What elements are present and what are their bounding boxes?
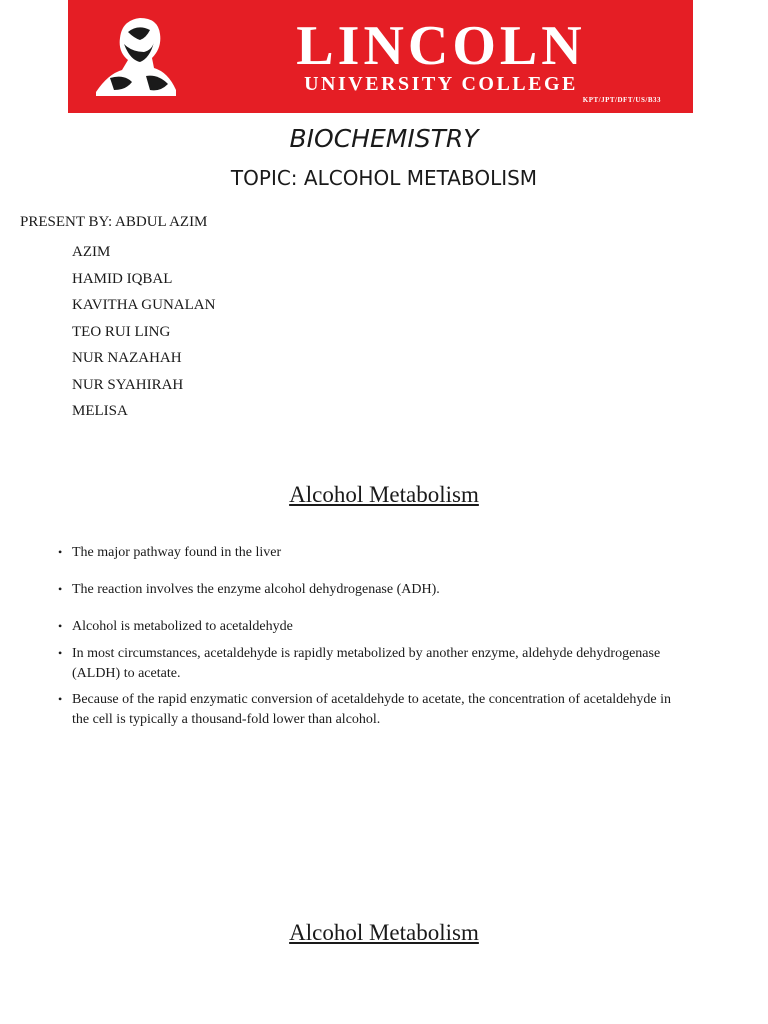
presenter-label: PRESENT BY: ABDUL AZIM [20, 214, 208, 230]
document-title: BIOCHEMISTRY [289, 124, 479, 153]
university-logo-banner [68, 0, 693, 113]
logo-registration-code: KPT/JPT/DFT/US/B33 [582, 96, 661, 104]
presenter-name: NUR NAZAHAH [72, 350, 182, 366]
document-topic: TOPIC: ALCOHOL METABOLISM [230, 166, 538, 190]
bullet-text: The major pathway found in the liver [72, 545, 282, 560]
presenter-name: KAVITHA GUNALAN [72, 297, 216, 313]
bullet-text: The reaction involves the enzyme alcohol dehydrogenase (ADH). [72, 582, 440, 597]
list-item [56, 543, 676, 580]
presenter-name: AZIM [72, 244, 111, 260]
bullet-text: Because of the rapid enzymatic conversion of acetaldehyde to acetate, the concentration of acetaldehyde in the cell is typically a thousand-fold lower than alcohol. [72, 692, 671, 727]
list-item [56, 580, 676, 617]
statue-bust-icon [88, 12, 180, 102]
presenter-name: MELISA [72, 403, 128, 419]
bullet-text: In most circumstances, acetaldehyde is rapidly metabolized by another enzyme, aldehyde dehydrogenase (ALDH) to acetate. [72, 646, 661, 681]
bullet-icon: • [58, 582, 63, 596]
presenter-name: TEO RUI LING [72, 323, 171, 340]
logo-name-main: LINCOLN [296, 15, 586, 77]
list-item [56, 690, 676, 729]
presenter-list [72, 239, 215, 425]
presenter-name: HAMID IQBAL [72, 270, 173, 287]
list-item [56, 644, 676, 690]
bullet-list [56, 543, 676, 729]
bullet-text: Alcohol is metabolized to acetaldehyde [72, 619, 293, 634]
presenter-name: NUR SYAHIRAH [72, 376, 184, 393]
section-heading: Alcohol Metabolism [289, 482, 479, 507]
section-heading: Alcohol Metabolism [289, 920, 479, 945]
bullet-icon: • [58, 646, 63, 660]
bullet-icon: • [58, 619, 63, 633]
list-item [56, 617, 676, 644]
logo-name-sub: UNIVERSITY COLLEGE [304, 73, 578, 95]
bullet-icon: • [58, 692, 63, 706]
bullet-icon: • [58, 545, 63, 559]
